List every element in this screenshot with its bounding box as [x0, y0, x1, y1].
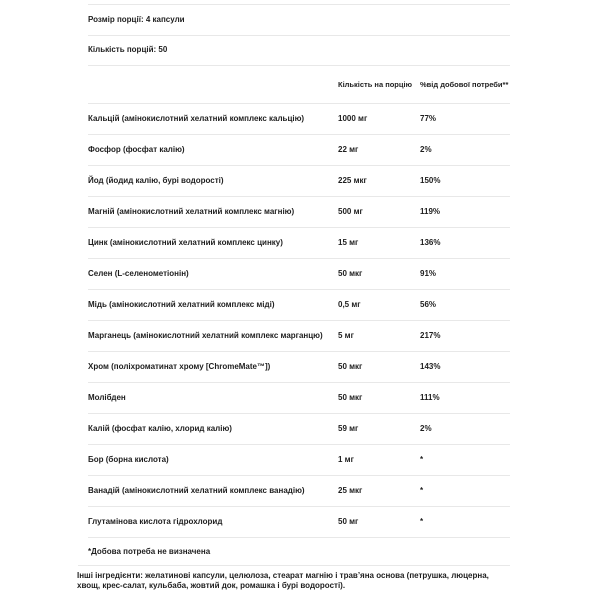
- table-row: [88, 135, 510, 166]
- daily-value-percent: 2%: [420, 145, 432, 155]
- amount-per-serving: 0,5 мг: [338, 300, 361, 310]
- table-row: [88, 228, 510, 259]
- daily-value-percent: 77%: [420, 114, 437, 124]
- amount-per-serving: 1000 мг: [338, 114, 368, 124]
- table-body: [88, 104, 510, 538]
- ingredient-name: Ванадій (амінокислотний хелатний комплекс ванадію): [88, 486, 305, 496]
- ingredient-name: Калій (фосфат калію, хлорид калію): [88, 424, 232, 434]
- daily-value-percent: 143%: [420, 362, 441, 372]
- servings-per-container-row: [88, 36, 510, 67]
- table-row: [88, 259, 510, 290]
- amount-per-serving: 22 мг: [338, 145, 359, 155]
- table-row: [88, 197, 510, 228]
- ingredient-name: Кальцій (амінокислотний хелатний комплекс кальцію): [88, 114, 305, 124]
- ingredient-name: Марганець (амінокислотний хелатний комплекс марганцю): [88, 331, 323, 341]
- daily-value-footnote: *Добова потреба не визначена: [88, 547, 211, 557]
- ingredient-name: Йод (йодид калію, бурі водорості): [88, 176, 224, 186]
- table-row: [88, 507, 510, 538]
- amount-per-serving: 1 мг: [338, 455, 354, 465]
- table-row: [88, 104, 510, 135]
- daily-value-percent: *: [420, 455, 424, 465]
- amount-per-serving: 500 мг: [338, 207, 363, 217]
- table-row: [88, 414, 510, 445]
- amount-per-serving: 59 мг: [338, 424, 359, 434]
- ingredient-name: Фосфор (фосфат калію): [88, 145, 185, 155]
- amount-column-header: Кількість на порцію: [338, 80, 412, 89]
- ingredient-name: Магній (амінокислотний хелатний комплекс магнію): [88, 207, 295, 217]
- daily-value-percent: 111%: [420, 393, 440, 403]
- other-ingredients-text: Інші інгредієнти: желатинові капсули, целюлоза, стеарат магнію і трав’яна основа (петрушка, люцерна, хвощ, крес-салат, кульбаба, жовтий док, ромашка і бурі водорості).: [77, 571, 489, 590]
- daily-value-percent: 56%: [420, 300, 437, 310]
- ingredient-name: Бор (борна кислота): [88, 455, 169, 465]
- daily-value-percent: 2%: [420, 424, 432, 434]
- ingredient-name: Молібден: [88, 393, 126, 403]
- amount-per-serving: 225 мкг: [338, 176, 367, 186]
- amount-per-serving: 50 мкг: [338, 393, 363, 403]
- servings-per-container-label: Кількість порцій: 50: [88, 45, 168, 55]
- serving-size-row: [88, 5, 510, 36]
- ingredient-name: Хром (поліхроматинат хрому [ChromeMate™]): [88, 362, 271, 372]
- section-divider: [78, 565, 510, 566]
- table-row: [88, 321, 510, 352]
- daily-value-percent: *: [420, 517, 424, 527]
- amount-per-serving: 50 мг: [338, 517, 359, 527]
- table-row: [88, 352, 510, 383]
- ingredient-name: Глутамінова кислота гідрохлорид: [88, 517, 223, 527]
- daily-value-percent: 119%: [420, 207, 441, 217]
- amount-per-serving: 5 мг: [338, 331, 354, 341]
- daily-value-percent: 136%: [420, 238, 441, 248]
- daily-value-column-header: %від добової потреби**: [420, 80, 509, 89]
- table-row: [88, 445, 510, 476]
- amount-per-serving: 15 мг: [338, 238, 359, 248]
- daily-value-percent: 217%: [420, 331, 441, 341]
- ingredient-name: Мідь (амінокислотний хелатний комплекс міді): [88, 300, 275, 310]
- amount-per-serving: 25 мкг: [338, 486, 363, 496]
- supplement-facts-table: [88, 4, 510, 566]
- ingredient-name: Селен (L-селенометіонін): [88, 269, 189, 279]
- amount-per-serving: 50 мкг: [338, 269, 363, 279]
- daily-value-percent: 91%: [420, 269, 437, 279]
- column-header-row: [88, 66, 510, 104]
- table-row: [88, 166, 510, 197]
- daily-value-percent: *: [420, 486, 424, 496]
- table-row: [88, 383, 510, 414]
- table-row: [88, 290, 510, 321]
- daily-value-percent: 150%: [420, 176, 441, 186]
- footnote-row: [88, 538, 510, 566]
- amount-per-serving: 50 мкг: [338, 362, 363, 372]
- table-row: [88, 476, 510, 507]
- ingredient-name: Цинк (амінокислотний хелатний комплекс цинку): [88, 238, 283, 248]
- serving-size-label: Розмір порції: 4 капсули: [88, 14, 185, 24]
